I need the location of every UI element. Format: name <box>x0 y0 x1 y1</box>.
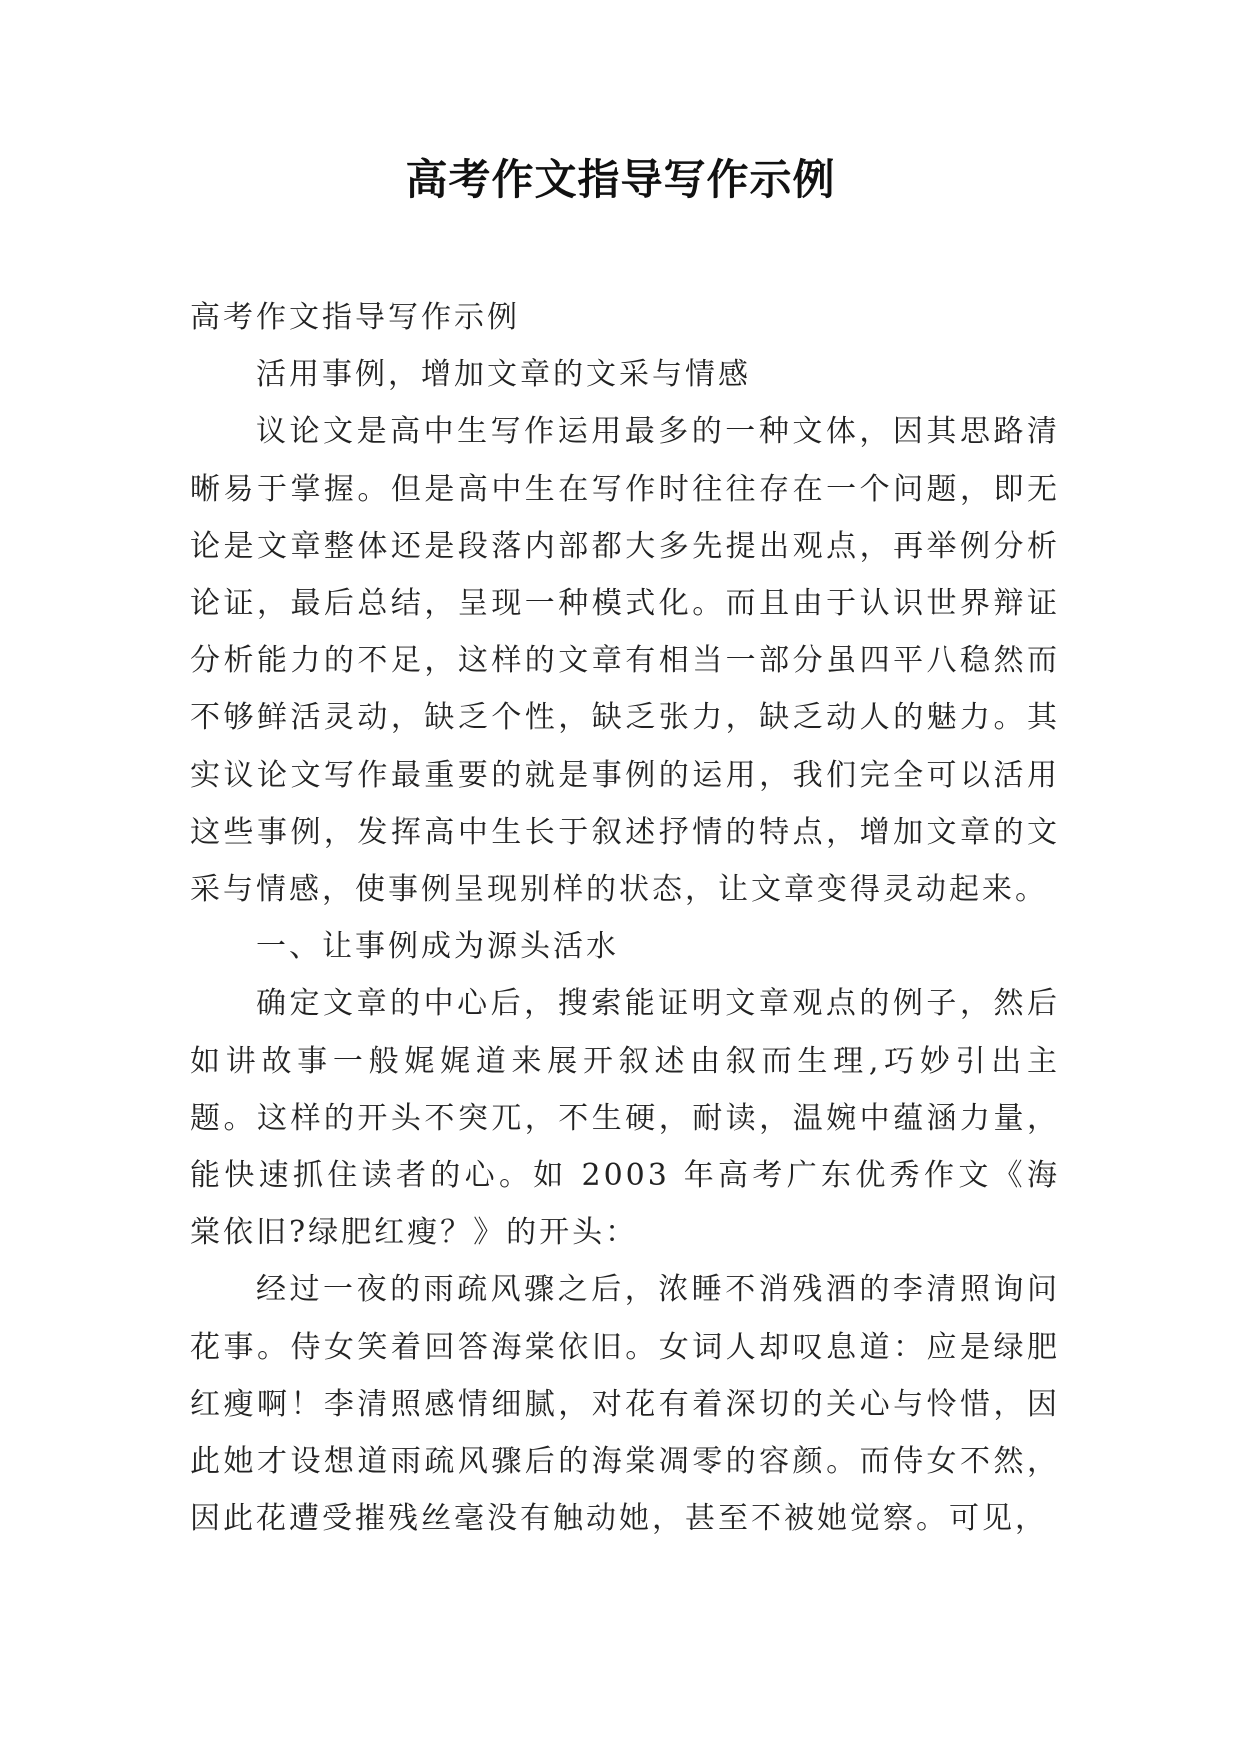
paragraph-section-heading: 一、让事例成为源头活水 <box>256 929 619 965</box>
document-body <box>190 289 1060 1547</box>
paragraph-section-body: 确定文章的中心后，搜索能证明文章观点的例子，然后如讲故事一般娓娓道来展开叙述由叙而生理,巧妙引出主题。这样的开头不突兀，不生硬，耐读，温婉中蕴涵力量，能快速抓住读者的心。如 2003 年高考广东优秀作文《海棠依旧?绿肥红瘦？》的开头： <box>190 986 1060 1251</box>
paragraph-subtitle: 活用事例，增加文章的文采与情感 <box>256 357 751 393</box>
paragraph-example: 经过一夜的雨疏风骤之后，浓睡不消残酒的李清照询问花事。侍女笑着回答海棠依旧。女词人却叹息道：应是绿肥红瘦啊！李清照感情细腻，对花有着深切的关心与怜惜，因此她才设想道雨疏风骤后的海棠凋零的容颜。而侍女不然，因此花遭受摧残丝毫没有触动她，甚至不被她觉察。可见， <box>190 1272 1060 1537</box>
paragraph-heading: 高考作文指导写作示例 <box>190 300 520 335</box>
paragraph-intro: 议论文是高中生写作运用最多的一种文体，因其思路清晰易于掌握。但是高中生在写作时往往存在一个问题，即无论是文章整体还是段落内部都大多先提出观点，再举例分析论证，最后总结，呈现一种模式化。而且由于认识世界辩证分析能力的不足，这样的文章有相当一部分虽四平八稳然而不够鲜活灵动，缺乏个性，缺乏张力，缺乏动人的魅力。其实议论文写作最重要的就是事例的运用，我们完全可以活用这些事例，发挥高中生长于叙述抒情的特点，增加文章的文采与情感，使事例呈现别样的状态，让文章变得灵动起来。 <box>190 414 1060 908</box>
document-title: 高考作文指导写作示例 <box>405 155 836 204</box>
